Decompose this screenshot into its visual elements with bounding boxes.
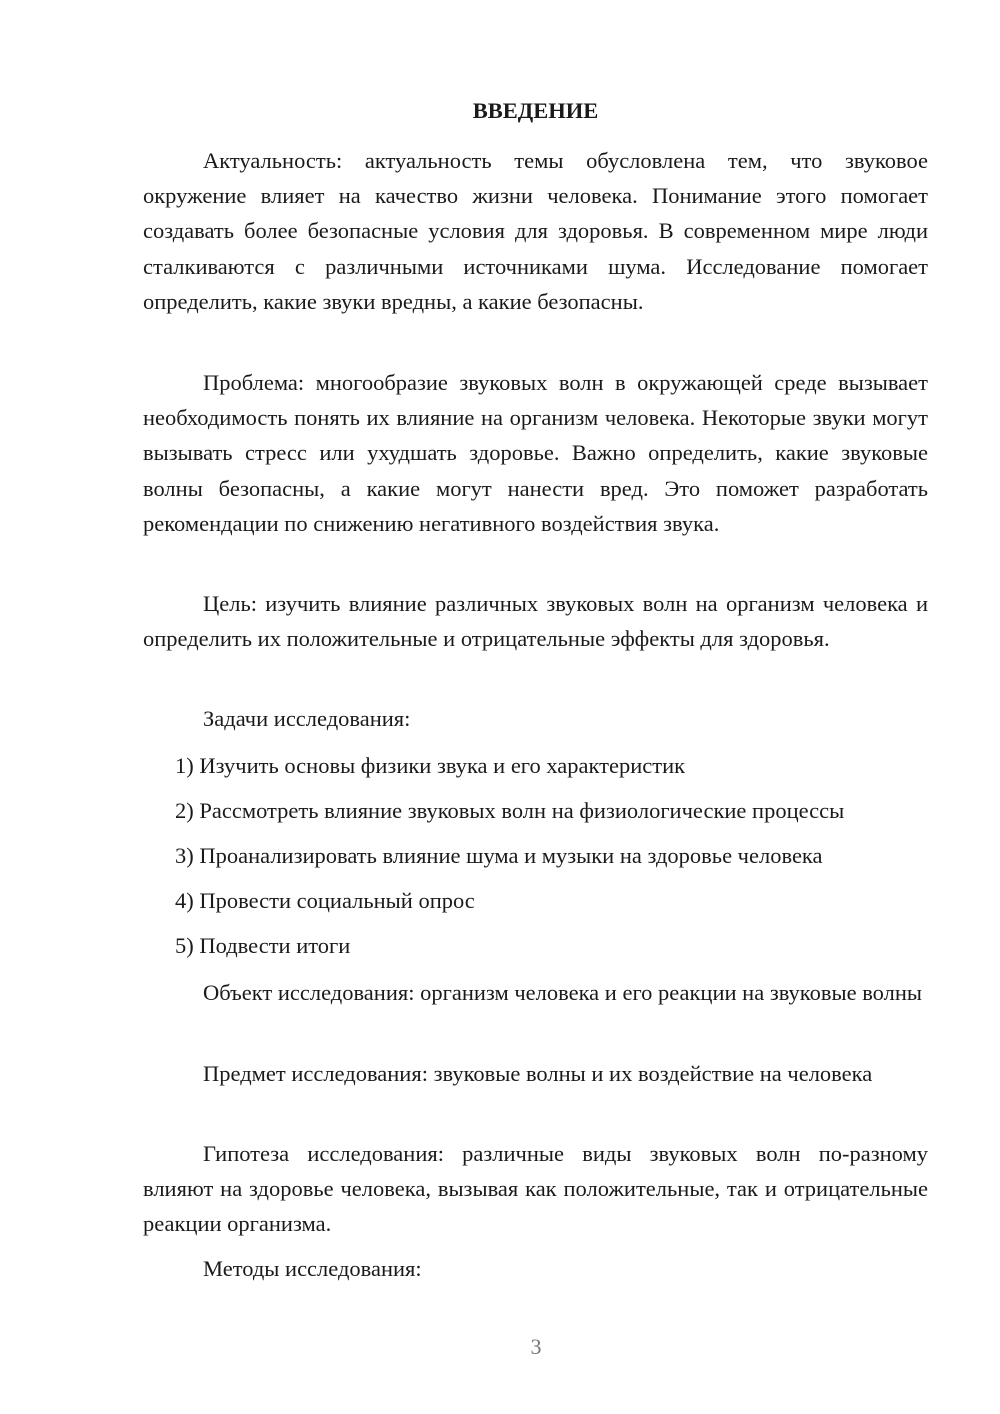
task-item-5: 5) Подвести итоги bbox=[175, 933, 351, 958]
task-item-1: 1) Изучить основы физики звука и его характеристик bbox=[175, 753, 686, 778]
subject-paragraph: Предмет исследования: звуковые волны и их воздействие на человека bbox=[203, 1061, 873, 1086]
goal-paragraph: Цель: изучить влияние различных звуковых волн на организм человека и определить их положительные и отрицательные эффекты для здоровья. bbox=[143, 591, 928, 652]
relevance-paragraph: Актуальность: актуальность темы обусловлена тем, что звуковое окружение влияет на качество жизни человека. Понимание этого помогает создавать более безопасные условия для здоровья. В современном мире люди сталкиваются с различными источниками шума. Исследование помогает определить, какие звуки вредны, а какие безопасны. bbox=[143, 148, 928, 314]
problem-paragraph: Проблема: многообразие звуковых волн в окружающей среде вызывает необходимость понять их влияние на организм человека. Некоторые звуки могут вызывать стресс или ухудшать здоровье. Важно определить, какие звуковые волны безопасны, а какие могут нанести вред. Это поможет разработать рекомендации по снижению негативного воздействия звука. bbox=[143, 370, 928, 536]
object-paragraph: Объект исследования: организм человека и его реакции на звуковые волны bbox=[203, 980, 923, 1005]
page-title: ВВЕДЕНИЕ bbox=[472, 98, 599, 123]
methods-heading: Методы исследования: bbox=[203, 1256, 422, 1281]
hypothesis-paragraph: Гипотеза исследования: различные виды звуковых волн по-разному влияют на здоровье человека, вызывая как положительные, так и отрицательные реакции организма. bbox=[143, 1141, 928, 1237]
task-item-2: 2) Рассмотреть влияние звуковых волн на физиологические процессы bbox=[175, 798, 845, 823]
page-number: 3 bbox=[530, 1334, 542, 1359]
task-item-3: 3) Проанализировать влияние шума и музыки на здоровье человека bbox=[175, 843, 823, 868]
tasks-heading: Задачи исследования: bbox=[203, 706, 411, 731]
task-item-4: 4) Провести социальный опрос bbox=[175, 888, 475, 913]
